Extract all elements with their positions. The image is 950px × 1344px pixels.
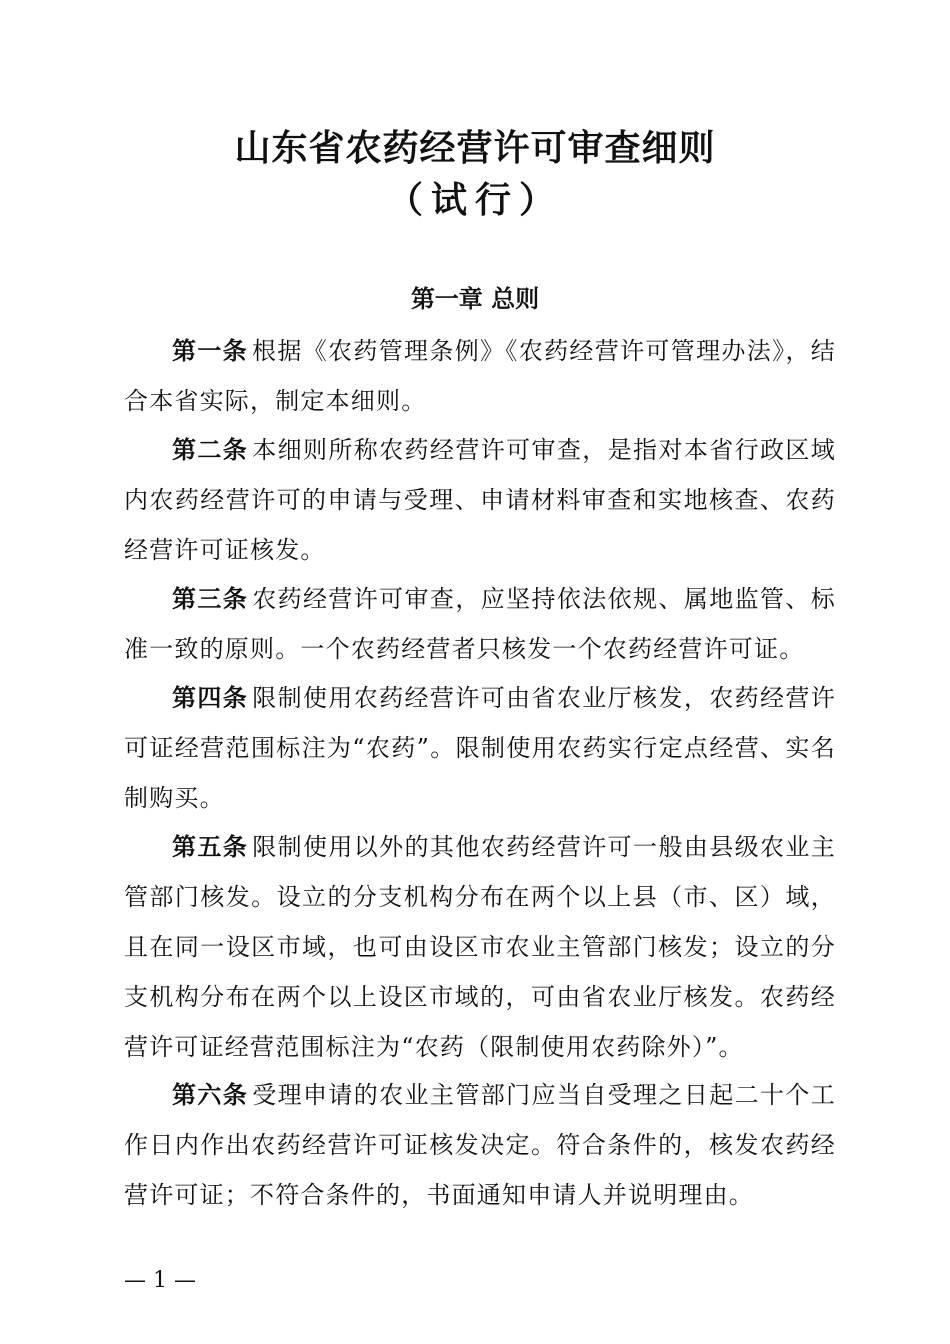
article-number: 第一条: [172, 337, 249, 365]
document-subtitle: （试行）: [386, 179, 563, 221]
article-5: [124, 822, 836, 1072]
article-number: 第三条: [172, 585, 249, 613]
article-number: 第四条: [172, 684, 249, 712]
article-1: [124, 326, 836, 426]
article-text: 限制使用以外的其他农药经营许可一般由县级农业主管部门核发。设立的分支机构分布在两个以上县（市、区）域，且在同一设区市域，也可由设区市农业主管部门核发；设立的分支机构分布在两个以上设区市域的，可由省农业厅核发。农药经营许可证经营范围标注为“农药（限制使用农药除外）”。: [124, 833, 836, 1061]
article-text: 本细则所称农药经营许可审查，是指对本省行政区域内农药经营许可的申请与受理、申请材料审查和实地核查、农药经营许可证核发。: [124, 436, 836, 564]
article-number: 第五条: [172, 833, 249, 861]
article-text: 根据《农药管理条例》《农药经营许可管理办法》，结合本省实际，制定本细则。: [124, 337, 836, 415]
chapter-heading: 第一章 总则: [410, 285, 540, 313]
page-number: — 1 —: [124, 1268, 196, 1293]
article-text: 农药经营许可审查，应坚持依法依规、属地监管、标准一致的原则。一个农药经营者只核发一个农药经营许可证。: [124, 585, 836, 663]
article-text: 限制使用农药经营许可由省农业厅核发，农药经营许可证经营范围标注为“农药”。限制使用农药实行定点经营、实名制购买。: [124, 684, 836, 812]
article-text: 受理申请的农业主管部门应当自受理之日起二十个工作日内作出农药经营许可证核发决定。符合条件的，核发农药经营许可证；不符合条件的，书面通知申请人并说明理由。: [124, 1081, 836, 1209]
article-number: 第六条: [172, 1081, 249, 1109]
article-3: [124, 574, 836, 674]
article-number: 第二条: [172, 436, 249, 464]
article-4: [124, 673, 836, 823]
article-2: [124, 425, 836, 575]
article-6: [124, 1070, 836, 1220]
document-title: 山东省农药经营许可审查细则: [234, 127, 716, 169]
